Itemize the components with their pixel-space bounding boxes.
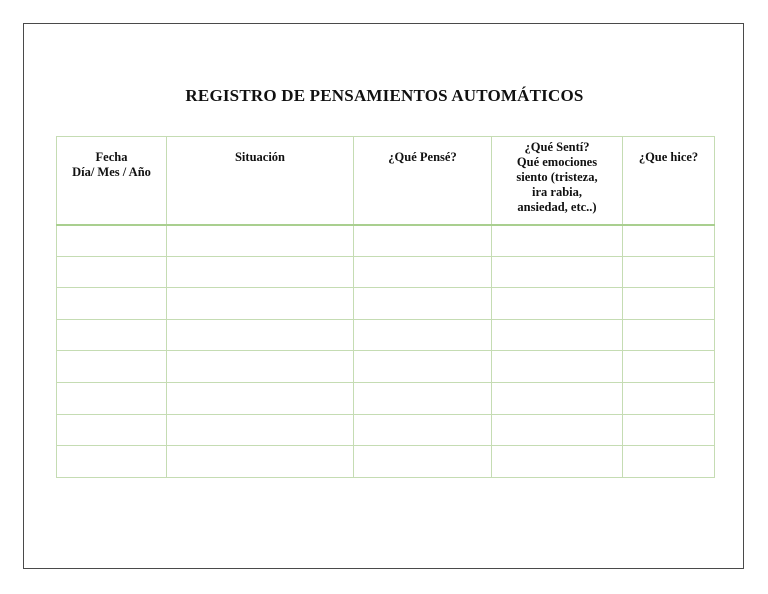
cell-situacion[interactable] [167,256,354,288]
cell-que-senti[interactable] [492,351,623,383]
cell-fecha[interactable] [57,414,167,446]
cell-que-hice[interactable] [623,382,715,414]
cell-que-senti[interactable] [492,288,623,320]
cell-que-hice[interactable] [623,446,715,478]
cell-situacion[interactable] [167,382,354,414]
cell-fecha[interactable] [57,225,167,257]
document-title: REGISTRO DE PENSAMIENTOS AUTOMÁTICOS [185,86,584,105]
cell-que-hice[interactable] [623,256,715,288]
cell-que-pense[interactable] [354,225,492,257]
cell-que-pense[interactable] [354,351,492,383]
cell-que-pense[interactable] [354,414,492,446]
table-row [57,225,715,257]
cell-situacion[interactable] [167,351,354,383]
table-row [57,256,715,288]
cell-fecha[interactable] [57,382,167,414]
cell-situacion[interactable] [167,319,354,351]
thought-record-table [56,136,715,478]
cell-que-senti[interactable] [492,382,623,414]
cell-que-pense[interactable] [354,256,492,288]
cell-que-pense[interactable] [354,382,492,414]
table-row [57,446,715,478]
table-row [57,319,715,351]
cell-situacion[interactable] [167,225,354,257]
cell-situacion[interactable] [167,288,354,320]
document-page [23,23,744,569]
cell-fecha[interactable] [57,446,167,478]
cell-que-pense[interactable] [354,319,492,351]
cell-fecha[interactable] [57,351,167,383]
table-row [57,382,715,414]
cell-que-senti[interactable] [492,225,623,257]
cell-que-senti[interactable] [492,256,623,288]
header-fecha: Fecha Día/ Mes / Año [57,137,167,225]
cell-que-senti[interactable] [492,446,623,478]
table-row [57,351,715,383]
table-header-row [57,137,715,225]
cell-que-hice[interactable] [623,319,715,351]
header-que-hice: ¿Que hice? [623,137,715,225]
cell-fecha[interactable] [57,319,167,351]
cell-situacion[interactable] [167,446,354,478]
header-que-pense: ¿Qué Pensé? [354,137,492,225]
cell-situacion[interactable] [167,414,354,446]
cell-que-hice[interactable] [623,351,715,383]
cell-que-senti[interactable] [492,414,623,446]
cell-que-senti[interactable] [492,319,623,351]
table-row [57,414,715,446]
cell-que-pense[interactable] [354,446,492,478]
header-que-senti: ¿Qué Sentí? Qué emociones siento (tristeza, ira rabia, ansiedad, etc..) [492,137,623,225]
header-situacion: Situación [167,137,354,225]
cell-fecha[interactable] [57,256,167,288]
cell-que-hice[interactable] [623,288,715,320]
cell-que-hice[interactable] [623,225,715,257]
cell-fecha[interactable] [57,288,167,320]
table-row [57,288,715,320]
cell-que-pense[interactable] [354,288,492,320]
cell-que-hice[interactable] [623,414,715,446]
